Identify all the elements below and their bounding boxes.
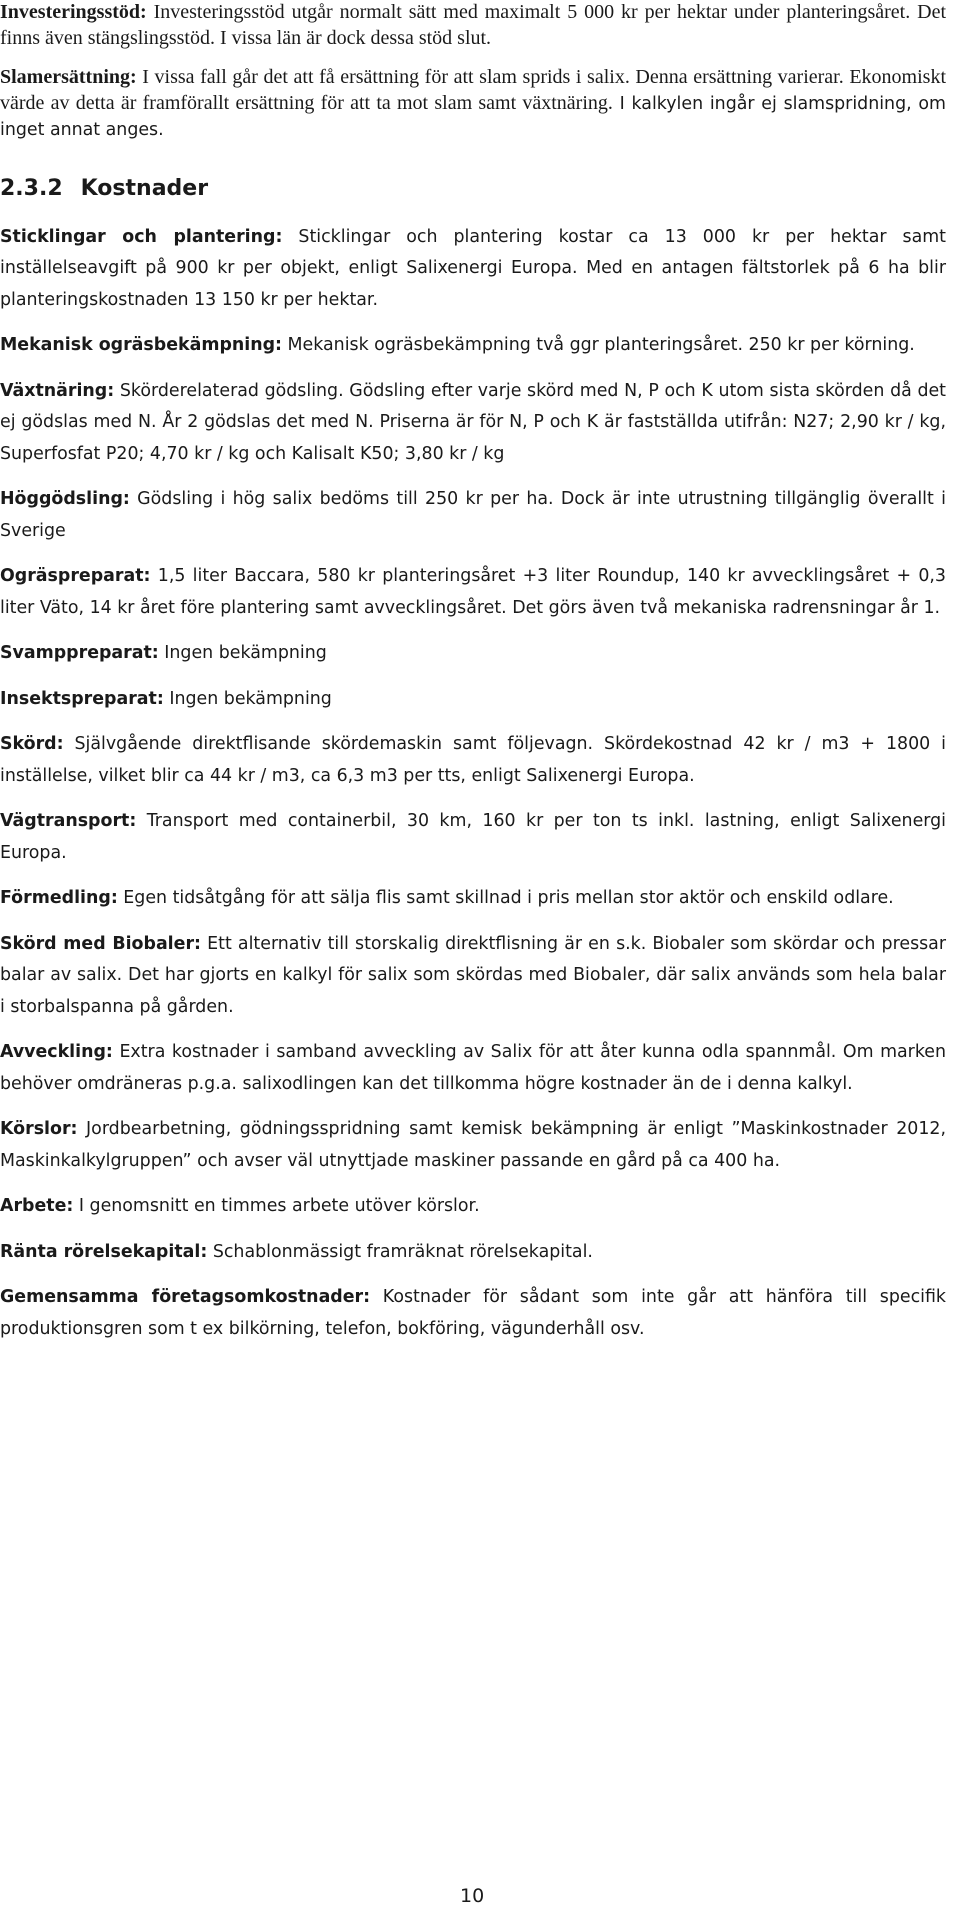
paragraph-lead: Ogräspreparat: [0, 566, 151, 586]
paragraph-lead: Ränta rörelsekapital: [0, 1241, 208, 1262]
paragraph-text: Extra kostnader i samband avveckling av Salix för att åter kunna odla spannmål. Om marken behöver omdräneras p.g.a. salixodlingen kan det tillkomma högre kostnader än de i denna kalkyl. [0, 1042, 946, 1094]
paragraph-lead: Höggödsling: [0, 489, 130, 509]
paragraph-lead: Mekanisk ogräsbekämpning: [0, 335, 283, 355]
paragraph-lead: Sticklingar och plantering: [0, 226, 283, 247]
cost-paragraph [0, 1114, 946, 1177]
section-number: 2.3.2 [0, 175, 63, 201]
paragraph-lead: Investeringsstöd: [0, 1, 147, 23]
cost-paragraph [0, 1191, 946, 1223]
paragraph-text: Jordbearbetning, gödningsspridning samt kemisk bekämpning är enligt ”Maskinkostnader 2012, Maskinkalkylgruppen” och avser väl utnyttjade maskiner passande en gård på ca 400 ha. [0, 1119, 946, 1171]
paragraph-text: I genomsnitt en timmes arbete utöver körslor. [73, 1196, 480, 1216]
paragraph-lead: Arbete: [0, 1196, 74, 1216]
paragraph-text: I vissa fall går det att få ersättning för att slam sprids i salix. Denna ersättning varierar. Ekonomiskt värde av detta är framförallt ersättning för att ta mot slam samt växtnäring. [0, 66, 946, 114]
paragraph-text: Kostnader för sådant som inte går att hänföra till specifik produktionsgren som t ex bilkörning, telefon, bokföring, vägunderhåll osv. [0, 1287, 946, 1339]
cost-paragraph [0, 729, 946, 792]
cost-paragraph [0, 1282, 946, 1345]
cost-paragraph [0, 806, 946, 869]
paragraph-text: Självgående direktflisande skördemaskin samt följevagn. Skördekostnad 42 kr / m3 + 1800 i inställelse, vilket blir ca 44 kr / m3, ca 6,3 m3 per tts, enligt Salixenergi Europa. [0, 734, 946, 786]
paragraph-lead: Avveckling: [0, 1042, 113, 1062]
cost-paragraph-list [0, 222, 946, 1346]
cost-paragraph [0, 1237, 946, 1269]
paragraph-lead: Vägtransport: [0, 811, 137, 831]
paragraph-lead: Förmedling: [0, 888, 118, 908]
paragraph-lead: Skörd med Biobaler: [0, 933, 201, 954]
paragraph-text: Sticklingar och plantering kostar ca 13 000 kr per hektar samt inställelseavgift på 900 kr per objekt, enligt Salixenergi Europa. Med en antagen fältstorlek på 6 ha blir planteringskostnaden 13 150 kr per hektar. [0, 226, 946, 310]
cost-paragraph [0, 684, 946, 716]
paragraph-lead: Slamersättning: [0, 66, 137, 88]
paragraph-text: Skörderelaterad gödsling. Gödsling efter varje skörd med N, P och K utom sista skörden då det ej gödslas med N. År 2 gödslas det med N. Priserna är för N, P och K är fastställda utifrån: N27; 2,90 kr / kg, Superfosfat P20; 4,70 kr / kg och Kalisalt K50; 3,80 kr / kg [0, 380, 946, 464]
cost-paragraph [0, 330, 946, 362]
cost-paragraph [0, 883, 946, 915]
cost-paragraph [0, 376, 946, 471]
paragraph-text: Transport med containerbil, 30 km, 160 kr per ton ts inkl. lastning, enligt Salixenergi Europa. [0, 811, 946, 863]
paragraph-lead: Körslor: [0, 1119, 78, 1139]
paragraph-text: Egen tidsåtgång för att sälja flis samt skillnad i pris mellan stor aktör och enskild odlare. [117, 888, 894, 908]
section-heading [0, 174, 946, 204]
section-title: Kostnader [80, 175, 209, 201]
cost-paragraph [0, 561, 946, 624]
paragraph-text: Gödsling i hög salix bedöms till 250 kr per ha. Dock är inte utrustning tillgänglig överallt i Sverige [0, 489, 946, 541]
paragraph-text: Investeringsstöd utgår normalt sätt med maximalt 5 000 kr per hektar under planteringsåret. Det finns även stängslingsstöd. I vissa län är dock dessa stöd slut. [0, 1, 946, 49]
paragraph-text-sans: I kalkylen ingår ej slamspridning, om inget annat anges. [0, 93, 946, 140]
paragraph-lead: Insektspreparat: [0, 688, 164, 709]
paragraph-lead: Växtnäring: [0, 380, 115, 401]
paragraph-slamersattning [0, 65, 946, 144]
paragraph-text: Ett alternativ till storskalig direktflisning är en s.k. Biobaler som skördar och pressar balar av salix. Det har gjorts en kalkyl för salix som skördas med Biobaler, där salix används som hela balar i storbalspanna på gården. [0, 933, 946, 1017]
paragraph-text: 1,5 liter Baccara, 580 kr planteringsåret +3 liter Roundup, 140 kr avvecklingsåret + 0,3 liter Väto, 14 kr året före plantering samt avvecklingsåret. Det görs även två mekaniska radrensningar år 1. [0, 566, 946, 618]
paragraph-lead: Skörd: [0, 734, 64, 754]
paragraph-text: Ingen bekämpning [163, 688, 332, 709]
paragraph-text: Ingen bekämpning [158, 643, 327, 663]
cost-paragraph [0, 1037, 946, 1100]
paragraph-lead: Gemensamma företagsomkostnader: [0, 1287, 371, 1307]
cost-paragraph [0, 638, 946, 670]
cost-paragraph [0, 222, 946, 317]
paragraph-investeringsstod [0, 0, 946, 51]
page-number: 10 [460, 1885, 485, 1907]
cost-paragraph [0, 929, 946, 1024]
paragraph-text: Schablonmässigt framräknat rörelsekapital. [207, 1241, 593, 1262]
paragraph-lead: Svamppreparat: [0, 643, 159, 663]
cost-paragraph [0, 484, 946, 547]
paragraph-text: Mekanisk ogräsbekämpning två ggr planteringsåret. 250 kr per körning. [282, 335, 915, 355]
